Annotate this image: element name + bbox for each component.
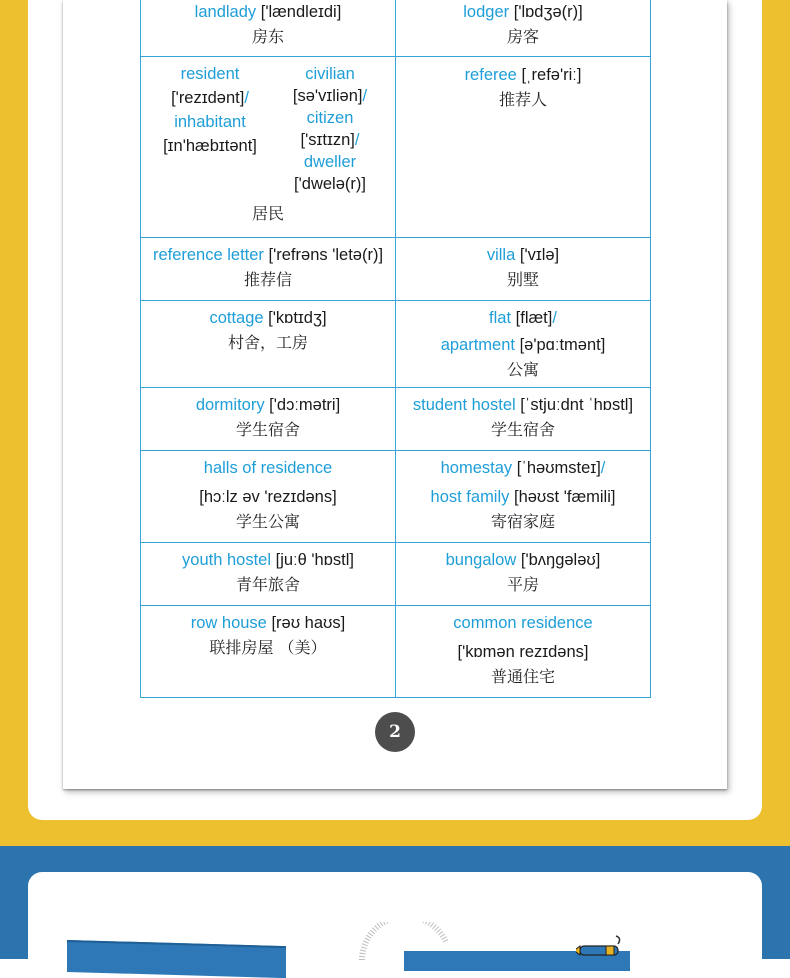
chinese-meaning: 公寓 [506,360,539,379]
phonetic: [ˈhəʊmsteɪ] [516,459,601,477]
phonetic: ['bʌŋɡələʊ] [520,551,601,569]
table-row [141,0,651,57]
phonetic: ['lændleɪdi] [260,3,342,21]
phonetic: [ˌrefə'riː] [521,66,582,84]
vocab-cell [141,543,396,606]
phonetic: [hɔːlz əv 'rezɪdəns] [199,488,337,506]
chinese-meaning: 青年旅舍 [235,575,300,594]
chinese-meaning: 寄宿家庭 [490,512,555,531]
separator: / [552,309,557,327]
vocab-cell [396,57,651,238]
english-word: bungalow [445,551,517,569]
vocab-cell [141,57,396,238]
phonetic: ['kɒmən rezɪdəns] [457,643,589,661]
vocab-cell [396,543,651,606]
english-word: youth hostel [182,551,272,569]
vocab-cell [396,451,651,543]
table-row [141,606,651,698]
english-word: common residence [453,614,593,632]
vocab-cell [396,301,651,388]
table-row [141,301,651,388]
phonetic: ['dɔːmətri] [269,396,341,414]
vocab-cell [141,388,396,451]
english-word: inhabitant [174,113,246,131]
english-word: referee [464,66,517,84]
chinese-meaning: 学生宿舍 [235,420,300,439]
english-word: homestay [440,459,513,477]
english-word: apartment [440,336,515,354]
vocabulary-table [140,0,651,698]
vocab-cell [141,301,396,388]
synonym-column-left [151,63,269,195]
chinese-meaning: 学生公寓 [235,512,300,531]
chinese-meaning: 普通住宅 [490,667,555,686]
english-word: host family [430,488,510,506]
phonetic: [juːθ 'hɒstl] [275,551,354,569]
phonetic: [həʊst 'fæmili] [513,488,616,506]
english-word: villa [486,246,516,264]
phonetic: [ɪn'hæbɪtənt] [163,137,257,155]
english-word: row house [190,614,267,632]
separator: / [600,459,606,477]
english-word: citizen [306,109,354,127]
separator: / [362,87,368,105]
english-word: flat [489,309,512,327]
chinese-meaning: 推荐人 [498,90,547,109]
separator: / [244,89,249,107]
table-row [141,543,651,606]
vocab-cell [396,606,651,698]
chinese-meaning: 居民 [251,204,284,223]
phonetic: ['lɒdʒə(r)] [513,3,583,21]
chinese-meaning: 村舍，工房 [227,333,308,352]
vocab-cell [396,0,651,57]
synonym-columns [143,63,393,195]
chinese-meaning: 房客 [506,27,539,46]
phonetic: ['sɪtɪzn] [300,131,355,149]
table-row [141,238,651,301]
phonetic: [ˈstjuːdnt ˈhɒstl] [520,396,634,414]
phonetic: [rəʊ haʊs] [271,614,346,632]
english-word: civilian [305,65,355,83]
english-word: halls of residence [203,459,333,477]
chinese-meaning: 平房 [506,575,539,594]
english-word: reference letter [152,246,264,264]
english-word: dormitory [195,396,265,414]
phonetic: ['kɒtɪdʒ] [268,309,327,327]
table-row [141,388,651,451]
table-row [141,57,651,238]
chinese-meaning: 联排房屋 （美） [209,638,327,657]
vocab-cell [141,238,396,301]
chinese-meaning: 学生宿舍 [490,420,555,439]
phonetic: ['dwelə(r)] [294,175,366,193]
book-cover-preview [67,940,286,978]
separator: / [354,131,360,149]
phonetic: [sə'vɪliən] [292,87,363,105]
vocab-cell [141,606,396,698]
english-word: dweller [303,153,357,171]
chinese-meaning: 房东 [251,27,284,46]
phonetic: [flæt] [515,309,553,327]
english-word: lodger [463,3,510,21]
english-word: resident [180,65,240,83]
vocab-cell [396,238,651,301]
vocab-cell [396,388,651,451]
phonetic: [ə'pɑːtmənt] [519,336,606,354]
phonetic: ['vɪlə] [519,246,560,264]
english-word: cottage [209,309,264,327]
chinese-meaning: 别墅 [506,270,539,289]
english-word: landlady [194,3,257,21]
chinese-meaning: 推荐信 [243,270,292,289]
page-number-badge: 2 [375,712,415,752]
vocab-cell [141,0,396,57]
vocab-cell [141,451,396,543]
synonym-column-right [271,63,389,195]
phonetic: ['rezɪdənt] [171,89,245,107]
pen-icon [576,934,628,960]
phonetic: ['refrəns 'letə(r)] [268,246,384,264]
table-row [141,451,651,543]
english-word: student hostel [412,396,516,414]
